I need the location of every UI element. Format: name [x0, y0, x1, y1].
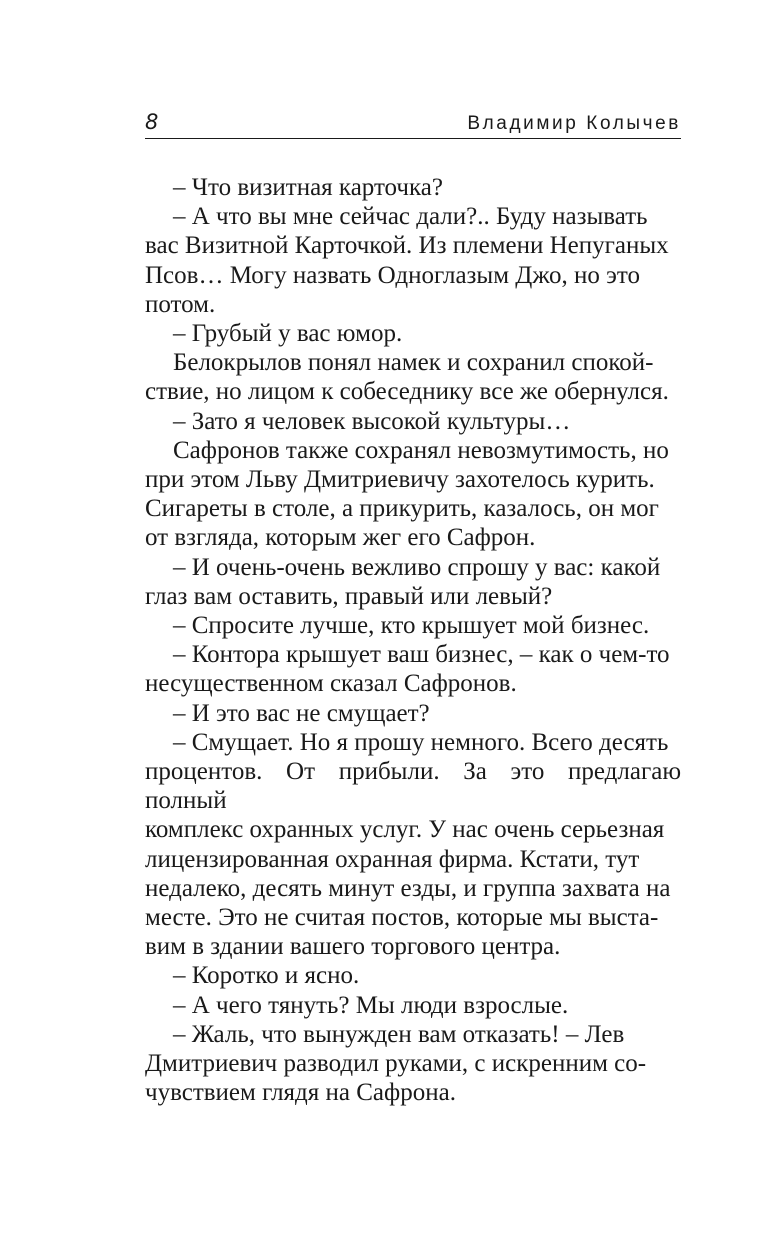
paragraph: – Контора крышует ваш бизнес, – как о чем-то несущественном сказал Сафронов. [145, 641, 670, 698]
book-page [145, 104, 681, 1108]
paragraph: – Зато я человек высокой культуры… [173, 407, 571, 435]
paragraph: Белокрылов понял намек и сохранил спокой- ствие, но лицом к собеседнику все же обернулся. [145, 349, 669, 406]
paragraph: – Жаль, что вынужден вам отказать! – Лев Дмитриевич разводил руками, с искренним со- чувствием глядя на Сафрона. [145, 1020, 647, 1107]
page-header [145, 104, 681, 139]
paragraph: – И очень-очень вежливо спрошу у вас: какой глаз вам оставить, правый или левый? [145, 553, 661, 610]
paragraph: – Смущает. Но я прошу немного. Всего десять процентов. От прибыли. За это предлагаю полный комплекс охранных услуг. У нас очень серьезная лицензированная охранная фирма. Кстати, тут недалеко, десять минут езды, и группа захвата на месте. Это не считая постов, которые мы выста- вим в здании вашего торгового центра. [145, 728, 681, 961]
paragraph: – А что вы мне сейчас дали?.. Буду называть вас Визитной Карточкой. Из племени Непуганых Псов… Могу назвать Одноглазым Джо, но это потом. [145, 203, 669, 318]
paragraph: – Спросите лучше, кто крышует мой бизнес. [173, 612, 650, 640]
paragraph: – Коротко и ясно. [173, 962, 360, 990]
paragraph: Сафронов также сохранял невозмутимость, но при этом Льву Дмитриевичу захотелось курить. Сигареты в столе, а прикурить, казалось, он мог от взгляда, которым жег его Сафрон. [145, 436, 669, 552]
paragraph: – И это вас не смущает? [173, 699, 430, 727]
page-number: 8 [145, 110, 159, 134]
paragraph: – А чего тянуть? Мы люди взрослые. [173, 991, 569, 1019]
paragraph: – Грубый у вас юмор. [173, 320, 403, 348]
paragraph: – Что визитная карточка? [173, 174, 443, 201]
body-text [145, 173, 681, 1108]
running-head-author: Владимир Колычев [467, 113, 681, 134]
